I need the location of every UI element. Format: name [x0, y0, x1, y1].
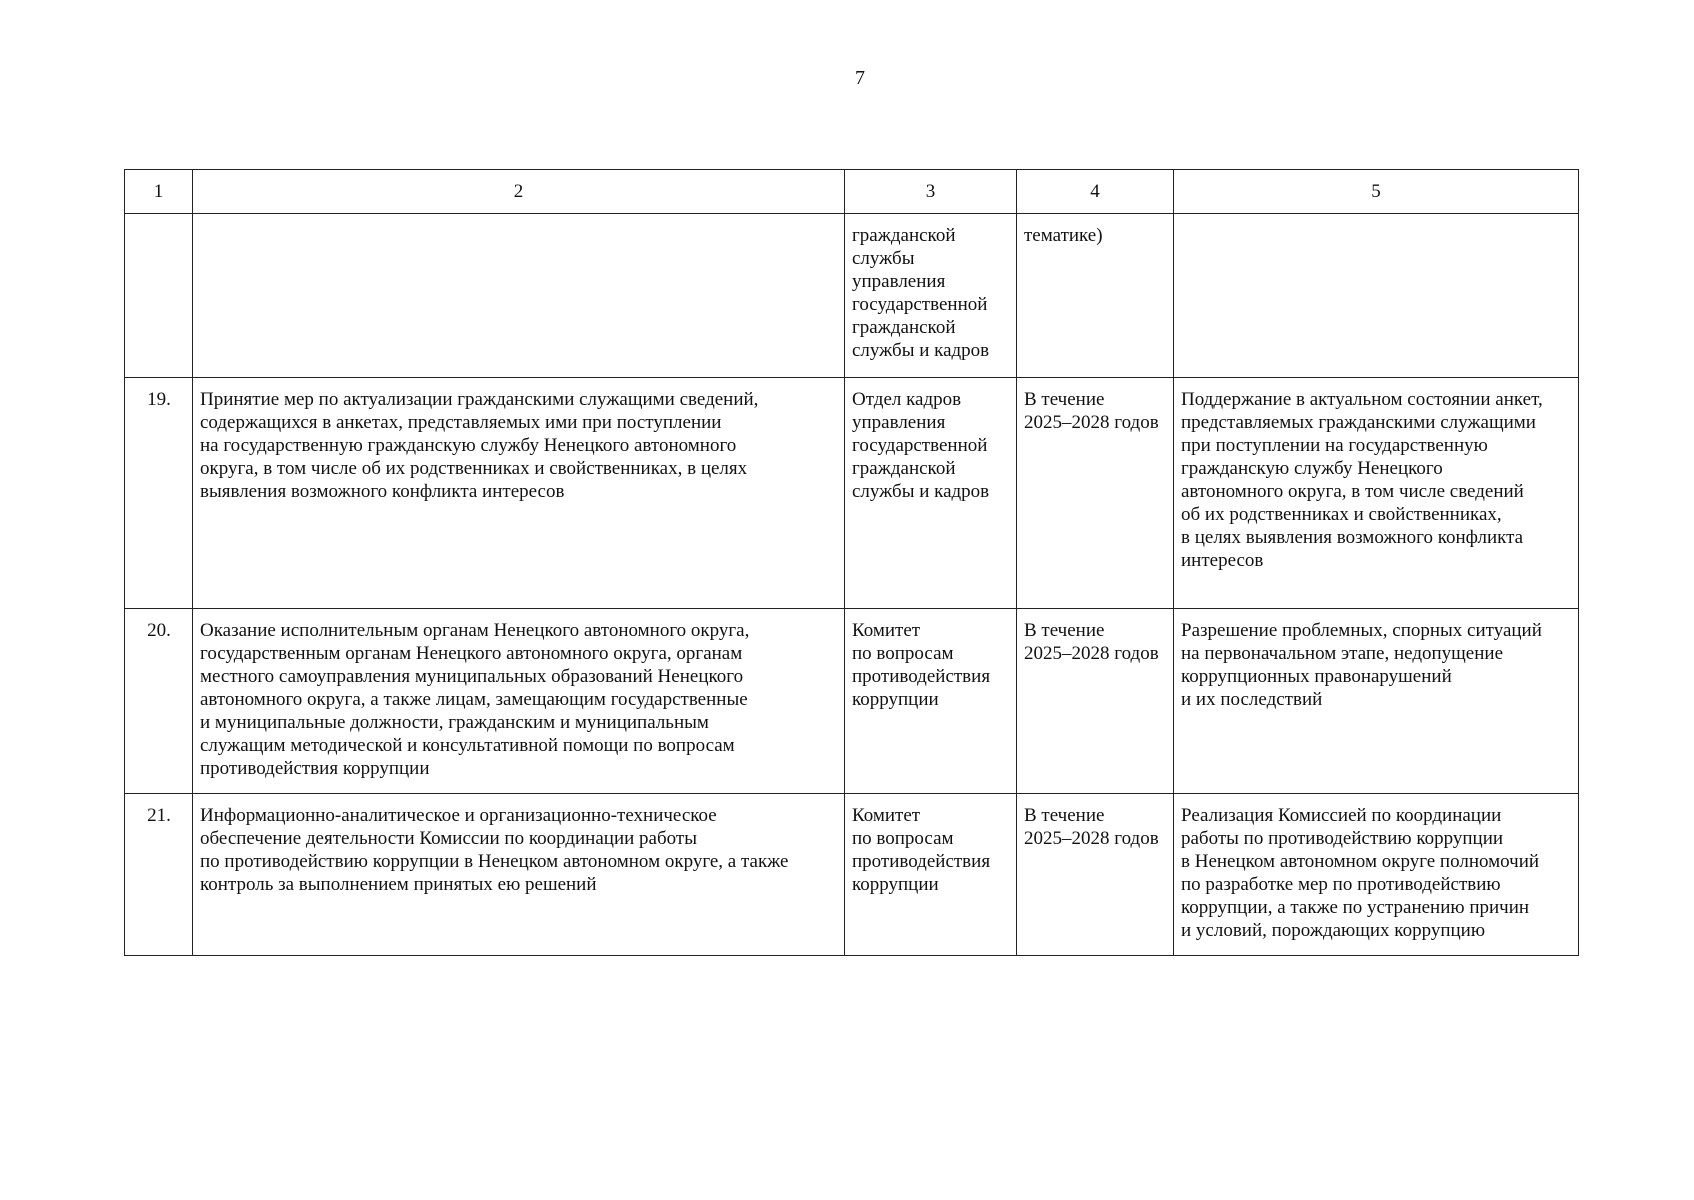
cell-text-line: противодействия [852, 666, 991, 687]
cell-text-line: по противодействию коррупции в Ненецком автономном округе, а также [200, 851, 789, 872]
cell-text-line: на первоначальном этапе, недопущение [1181, 643, 1504, 664]
cell-text-line: Информационно-аналитическое и организационно-техническое [200, 805, 717, 826]
cell-text-line: службы [852, 248, 915, 269]
cell-text-line: управления [852, 412, 946, 433]
cell-text-line: Оказание исполнительным органам Ненецкого автономного округа, [200, 620, 750, 641]
responsible-cell [845, 378, 1017, 609]
cell-text-line: обеспечение деятельности Комиссии по координации работы [200, 828, 697, 849]
column-number-row [125, 170, 1579, 214]
event-cell [193, 214, 845, 378]
cell-text-line: гражданскую службу Ненецкого [1181, 458, 1443, 479]
cell-text-line: округа, в том числе об их родственниках и свойственниках, в целях [200, 458, 748, 479]
cell-text-line: противодействия коррупции [200, 758, 430, 779]
period-cell [1017, 609, 1174, 794]
cell-text-line: управления [852, 271, 946, 292]
cell-text-line: государственной [852, 294, 988, 315]
item-number-cell: 20. [125, 609, 193, 794]
column-number-cell: 3 [845, 170, 1017, 214]
cell-text-line: служащим методической и консультативной помощи по вопросам [200, 735, 735, 756]
cell-text-line: 2025–2028 годов [1024, 828, 1159, 849]
cell-text-line: Реализация Комиссией по координации [1181, 805, 1502, 826]
cell-text-line: противодействия [852, 851, 991, 872]
result-cell [1174, 378, 1579, 609]
item-number-cell: 19. [125, 378, 193, 609]
cell-text-line: государственной [852, 435, 988, 456]
page-number: 7 [855, 67, 865, 89]
responsible-cell [845, 214, 1017, 378]
cell-text-line: Разрешение проблемных, спорных ситуаций [1181, 620, 1542, 641]
cell-text-line: Комитет [852, 805, 921, 826]
table-row [125, 214, 1579, 378]
cell-text-line: в Ненецком автономном округе полномочий [1181, 851, 1540, 872]
period-cell [1017, 214, 1174, 378]
cell-text-line: службы и кадров [852, 481, 990, 502]
cell-text-line: автономного округа, а также лицам, замещающим государственные [200, 689, 748, 710]
cell-text-line: и условий, порождающих коррупцию [1181, 920, 1486, 941]
cell-text-line: гражданской [852, 458, 956, 479]
cell-text-line: по разработке мер по противодействию [1181, 874, 1501, 895]
cell-text-line: В течение [1024, 389, 1105, 410]
cell-text-line: В течение [1024, 620, 1105, 641]
measures-table [124, 169, 1579, 956]
item-number-cell [125, 214, 193, 378]
cell-text-line: В течение [1024, 805, 1105, 826]
period-cell [1017, 378, 1174, 609]
cell-text-line: в целях выявления возможного конфликта [1181, 527, 1524, 548]
cell-text-line: гражданской [852, 317, 956, 338]
result-cell [1174, 214, 1579, 378]
cell-text-line: об их родственниках и свойственниках, [1181, 504, 1502, 525]
cell-text-line: автономного округа, в том числе сведений [1181, 481, 1524, 502]
table-row [125, 378, 1579, 609]
cell-text-line: содержащихся в анкетах, представляемых ими при поступлении [200, 412, 722, 433]
cell-text-line: при поступлении на государственную [1181, 435, 1488, 456]
column-number-cell: 1 [125, 170, 193, 214]
column-number-cell: 2 [193, 170, 845, 214]
cell-text-line: коррупционных правонарушений [1181, 666, 1452, 687]
cell-text-line: Поддержание в актуальном состоянии анкет, [1181, 389, 1543, 410]
result-cell [1174, 794, 1579, 956]
table-row [125, 609, 1579, 794]
event-cell [193, 378, 845, 609]
cell-text-line: 2025–2028 годов [1024, 412, 1159, 433]
event-cell [193, 794, 845, 956]
cell-text-line: коррупции [852, 874, 939, 895]
responsible-cell [845, 794, 1017, 956]
period-cell [1017, 794, 1174, 956]
cell-text-line: представляемых гражданскими служащими [1181, 412, 1536, 433]
cell-text-line: на государственную гражданскую службу Ненецкого автономного [200, 435, 737, 456]
cell-text-line: работы по противодействию коррупции [1181, 828, 1504, 849]
cell-text-line: интересов [1181, 550, 1264, 571]
item-number-cell: 21. [125, 794, 193, 956]
cell-text-line: по вопросам [852, 643, 954, 664]
cell-text-line: контроль за выполнением принятых ею решений [200, 874, 597, 895]
cell-text-line: и муниципальные должности, гражданским и муниципальным [200, 712, 709, 733]
event-cell [193, 609, 845, 794]
cell-text-line: по вопросам [852, 828, 954, 849]
cell-text-line: 2025–2028 годов [1024, 643, 1159, 664]
cell-text-line: государственным органам Ненецкого автономного округа, органам [200, 643, 743, 664]
cell-text-line: и их последствий [1181, 689, 1323, 710]
cell-text-line: коррупции, а также по устранению причин [1181, 897, 1530, 918]
cell-text-line: гражданской [852, 225, 956, 246]
responsible-cell [845, 609, 1017, 794]
cell-text-line: Отдел кадров [852, 389, 962, 410]
cell-text-line: коррупции [852, 689, 939, 710]
column-number-cell: 4 [1017, 170, 1174, 214]
cell-text-line: местного самоуправления муниципальных образований Ненецкого [200, 666, 744, 687]
table-row [125, 794, 1579, 956]
cell-text-line: Комитет [852, 620, 921, 641]
cell-text-line: службы и кадров [852, 340, 990, 361]
cell-text-line: Принятие мер по актуализации гражданскими служащими сведений, [200, 389, 759, 410]
cell-text-line: выявления возможного конфликта интересов [200, 481, 565, 502]
cell-text-line: тематике) [1024, 225, 1103, 246]
result-cell [1174, 609, 1579, 794]
column-number-cell: 5 [1174, 170, 1579, 214]
